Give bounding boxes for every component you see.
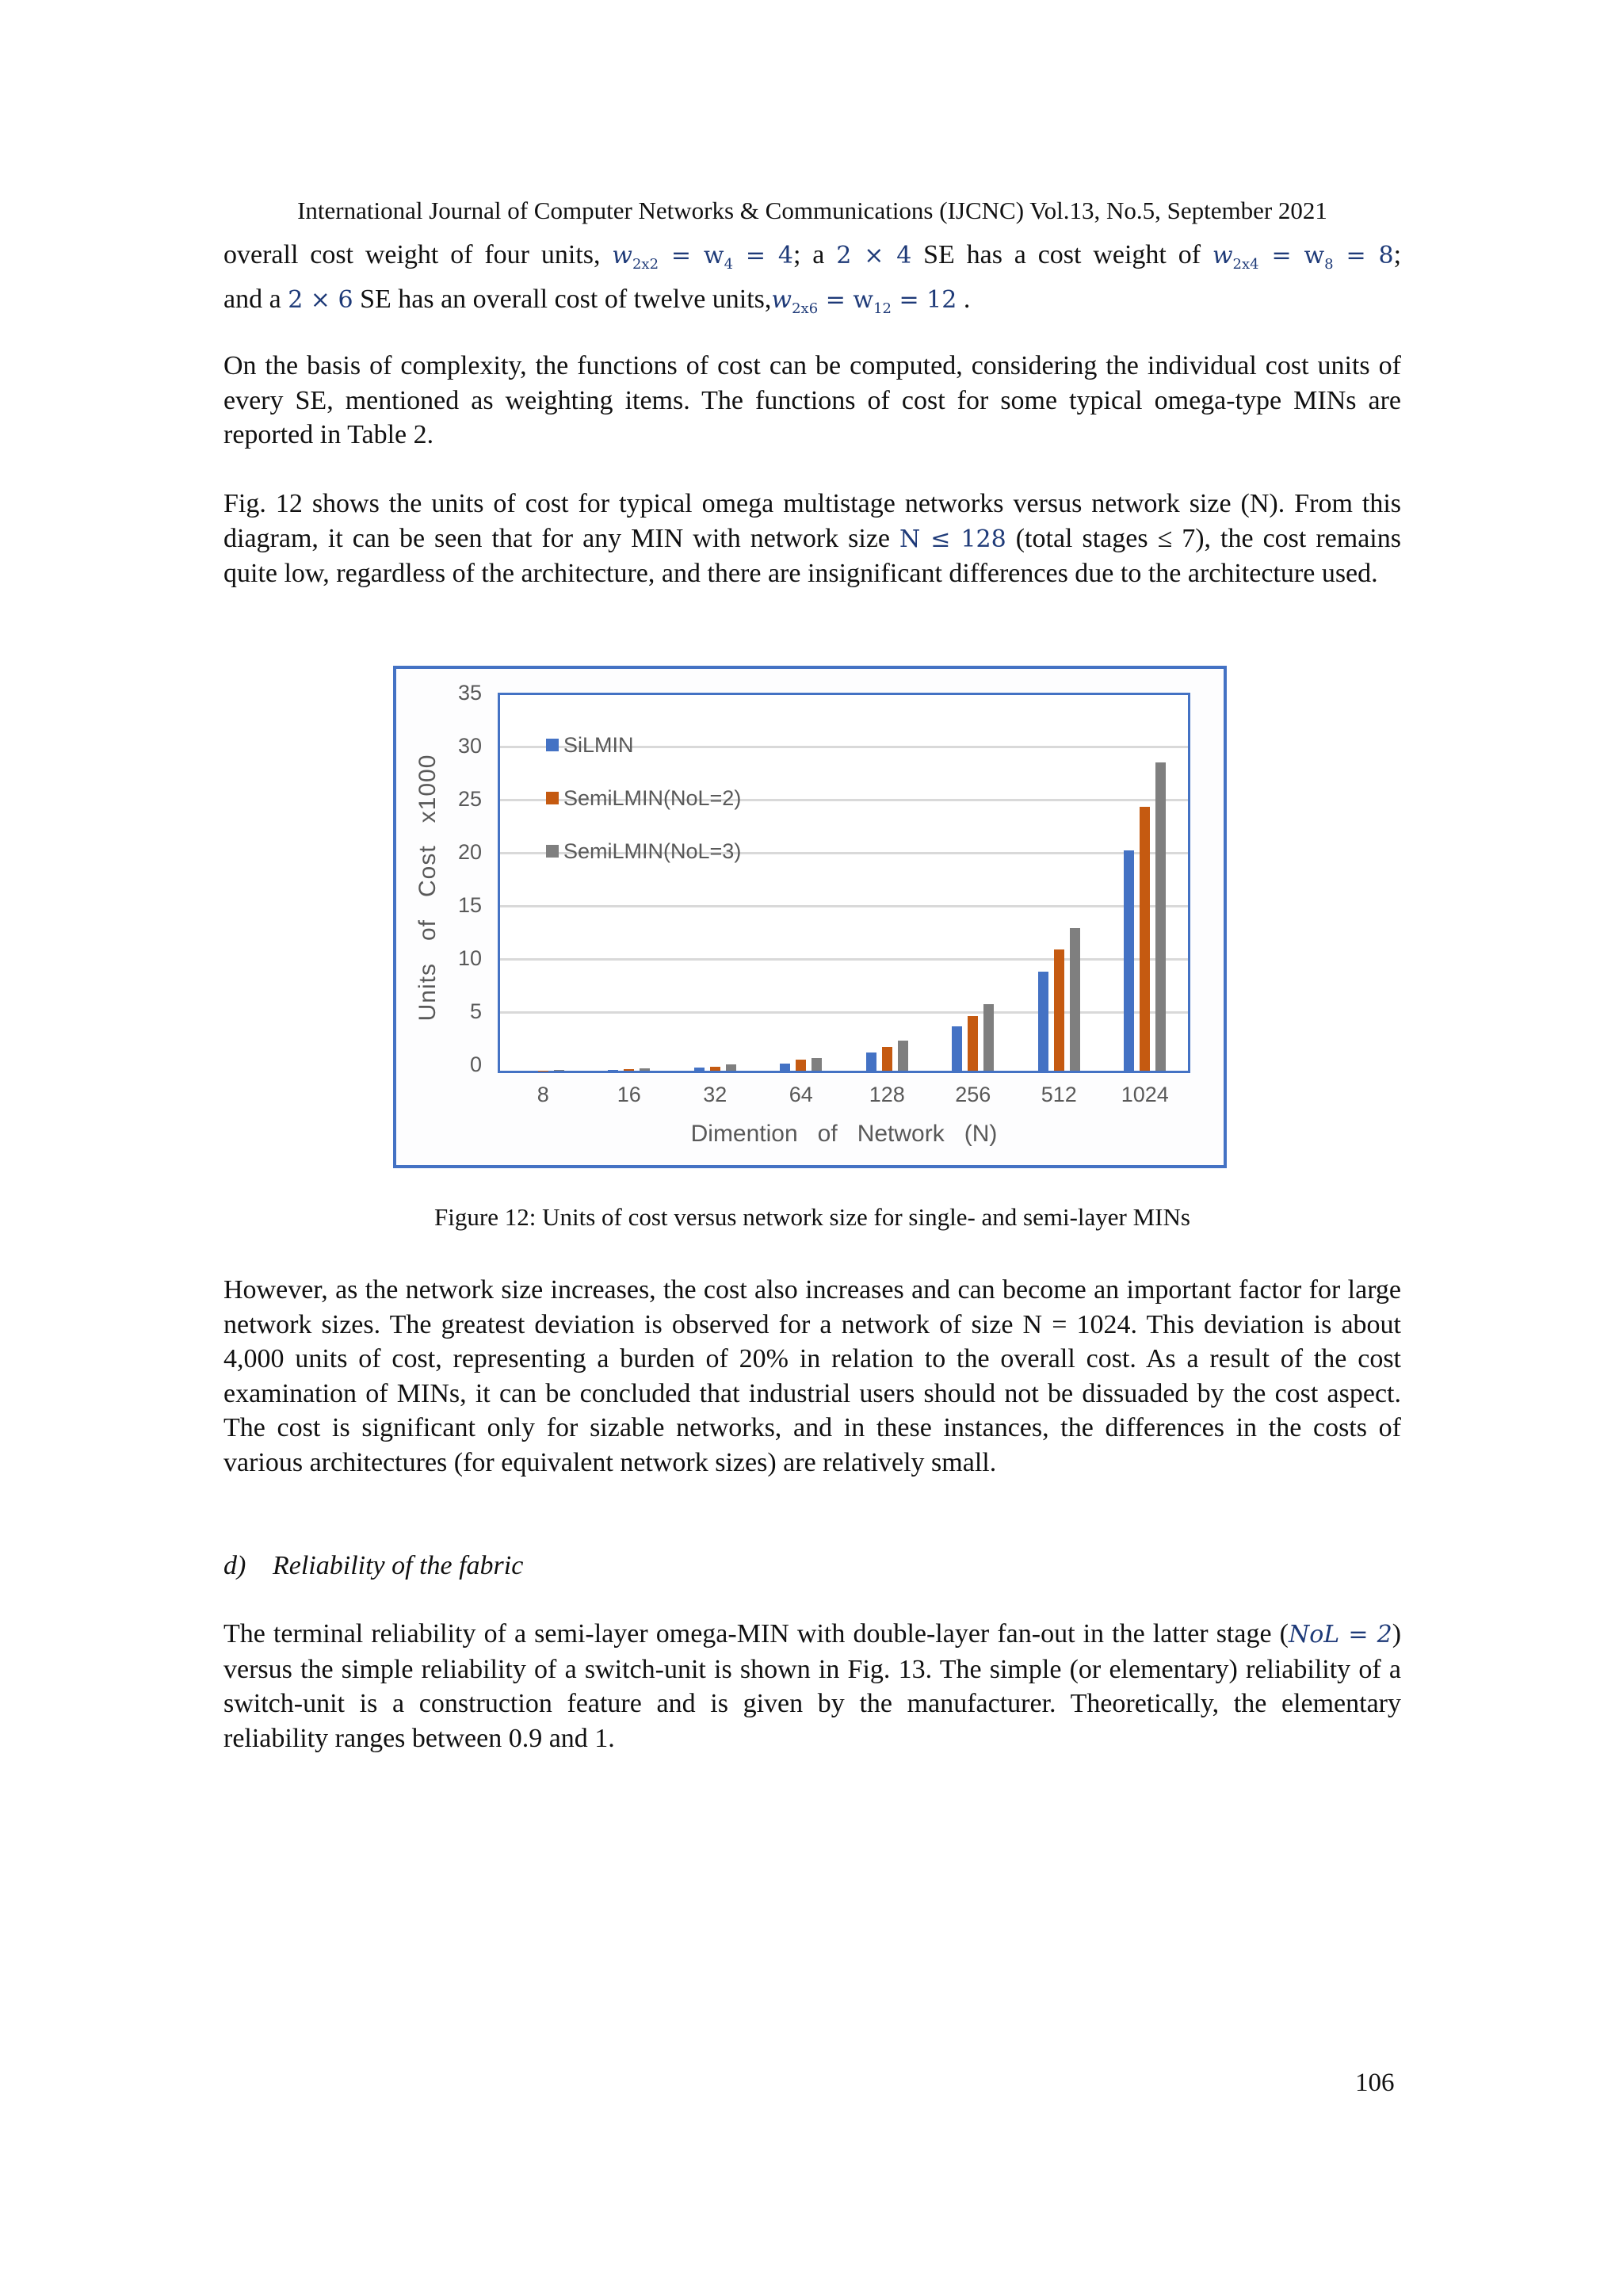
gridline bbox=[500, 1011, 1188, 1014]
bar bbox=[882, 1047, 892, 1071]
section-number: d) bbox=[223, 1551, 246, 1580]
legend-label: SiLMIN bbox=[563, 733, 634, 757]
bar bbox=[898, 1041, 908, 1071]
math-nol-2: NoL = 2 bbox=[1288, 1621, 1392, 1648]
y-tick: 20 bbox=[457, 840, 482, 864]
x-tick: 64 bbox=[789, 1083, 813, 1106]
bar bbox=[1140, 807, 1150, 1071]
x-tick: 512 bbox=[1041, 1083, 1077, 1106]
page-number: 106 bbox=[1355, 2069, 1395, 2097]
text: . bbox=[957, 284, 971, 314]
math-2x4: 2 × 4 bbox=[836, 242, 912, 269]
bar bbox=[983, 1004, 994, 1071]
bar bbox=[1155, 762, 1166, 1071]
bar bbox=[1038, 972, 1048, 1071]
legend-label: SemiLMIN(NoL=2) bbox=[563, 786, 742, 810]
bar bbox=[780, 1064, 790, 1071]
text: (total stages ≤ 7), the cost remains quite low, regardless of the architecture, and there are insignificant differences due to the architecture used. bbox=[223, 523, 1401, 588]
gridline bbox=[500, 958, 1188, 961]
bar bbox=[640, 1068, 650, 1071]
bar bbox=[624, 1069, 634, 1071]
legend-swatch-blue bbox=[546, 739, 559, 751]
bar bbox=[1124, 850, 1134, 1071]
y-tick: 30 bbox=[457, 734, 482, 758]
bar bbox=[796, 1060, 806, 1071]
bar bbox=[554, 1070, 564, 1071]
y-tick: 0 bbox=[469, 1052, 482, 1076]
math-w2x6: $w_{2x6} = w_{12} = 12$ bbox=[771, 285, 957, 317]
bar bbox=[866, 1052, 876, 1071]
bar bbox=[812, 1058, 822, 1071]
figure-12-chart: Units of Cost x1000 35 30 25 20 15 10 5 0 SiLMIN SemiLMIN(NoL=2) SemiLMIN(NoL=3) 8 16 32 64 128 256 512 1024 Dimention of Network (N) bbox=[393, 666, 1227, 1168]
paragraph-cost-discussion: However, as the network size increases, the cost also increases and can become an important factor for large network sizes. The greatest deviation is observed for a network of size N = 1024. This deviation is about 4,000 units of cost, representing a burden of 20% in relation to the overall cost. As a result of the cost examination of MINs, it can be concluded that industrial users should not be dissuaded by the cost aspect. The cost is significant only for sizable networks, and in these instances, the differences in the costs of various architectures (for equivalent network sizes) are relatively small. bbox=[223, 1275, 1401, 1477]
y-tick: 15 bbox=[457, 893, 482, 917]
paragraph-cost-weights bbox=[223, 238, 1401, 326]
text: The terminal reliability of a semi-layer omega-MIN with double-layer fan-out in the latter stage ( bbox=[223, 1619, 1289, 1648]
paragraph-cost-functions: On the basis of complexity, the functions of cost can be computed, considering the individual cost units of every SE, mentioned as weighting items. The functions of cost for some typical omega-type MINs are reported in Table 2. bbox=[223, 351, 1401, 449]
math-w2x2: $w_{2x2} = w_4 = 4$ bbox=[612, 242, 794, 273]
bar bbox=[726, 1064, 736, 1071]
bar bbox=[694, 1068, 705, 1071]
text: SE has an overall cost of twelve units, bbox=[353, 284, 772, 314]
math-2x6: 2 × 6 bbox=[288, 285, 353, 314]
bar bbox=[1070, 928, 1080, 1071]
gridline bbox=[500, 905, 1188, 907]
legend-label: SemiLMIN(NoL=3) bbox=[563, 839, 742, 863]
y-tick: 5 bbox=[469, 999, 482, 1023]
text: ; a bbox=[793, 240, 837, 269]
legend-item-semilmin-nol3 bbox=[546, 839, 741, 863]
legend-swatch-gray bbox=[546, 845, 559, 858]
bar bbox=[608, 1070, 618, 1071]
x-axis-label: Dimention of Network (N) bbox=[690, 1121, 998, 1147]
legend-swatch-orange bbox=[546, 792, 559, 804]
paragraph-fig12-description bbox=[223, 487, 1401, 591]
section-title: Reliability of the fabric bbox=[273, 1551, 524, 1580]
bar bbox=[1054, 949, 1064, 1071]
text: and a bbox=[223, 284, 288, 314]
legend-item-silmin bbox=[546, 733, 634, 757]
x-tick: 8 bbox=[537, 1083, 549, 1106]
text: Fig. 12 shows the units of cost for typical omega multistage networks versus network size (N). From this diagram, it can be seen that for any MIN with network size bbox=[223, 489, 1401, 553]
y-tick: 35 bbox=[457, 681, 482, 705]
bar bbox=[968, 1016, 978, 1071]
math-w2x4: $w_{2x4} = w_8 = 8$ bbox=[1212, 242, 1394, 273]
y-tick: 10 bbox=[457, 946, 482, 970]
text: overall cost weight of four units, bbox=[223, 240, 613, 269]
y-tick: 25 bbox=[457, 787, 482, 811]
bar bbox=[710, 1067, 720, 1071]
x-tick: 128 bbox=[869, 1083, 905, 1106]
plot-area bbox=[498, 693, 1190, 1073]
text: ) versus the simple reliability of a switch-unit is shown in Fig. 13. The simple (or elementary) reliability of a switch-unit is a construction feature and is given by the manufacturer. Theoretically, the elementary reliability ranges between 0.9 and 1. bbox=[223, 1619, 1402, 1753]
section-heading bbox=[223, 1549, 523, 1583]
paragraph-reliability bbox=[223, 1617, 1401, 1755]
x-tick: 256 bbox=[955, 1083, 991, 1106]
x-tick: 32 bbox=[703, 1083, 727, 1106]
bar bbox=[952, 1026, 962, 1071]
running-header: International Journal of Computer Networks & Communications (IJCNC) Vol.13, No.5, September 2021 bbox=[297, 197, 1327, 224]
x-tick: 1024 bbox=[1121, 1083, 1169, 1106]
x-tick: 16 bbox=[617, 1083, 641, 1106]
math-n-le-128: N ≤ 128 bbox=[899, 525, 1006, 553]
figure-caption: Figure 12: Units of cost versus network size for single- and semi-layer MINs bbox=[434, 1203, 1190, 1231]
legend-item-semilmin-nol2 bbox=[546, 786, 741, 810]
text: ; bbox=[1393, 240, 1402, 269]
text: SE has a cost weight of bbox=[911, 240, 1212, 269]
